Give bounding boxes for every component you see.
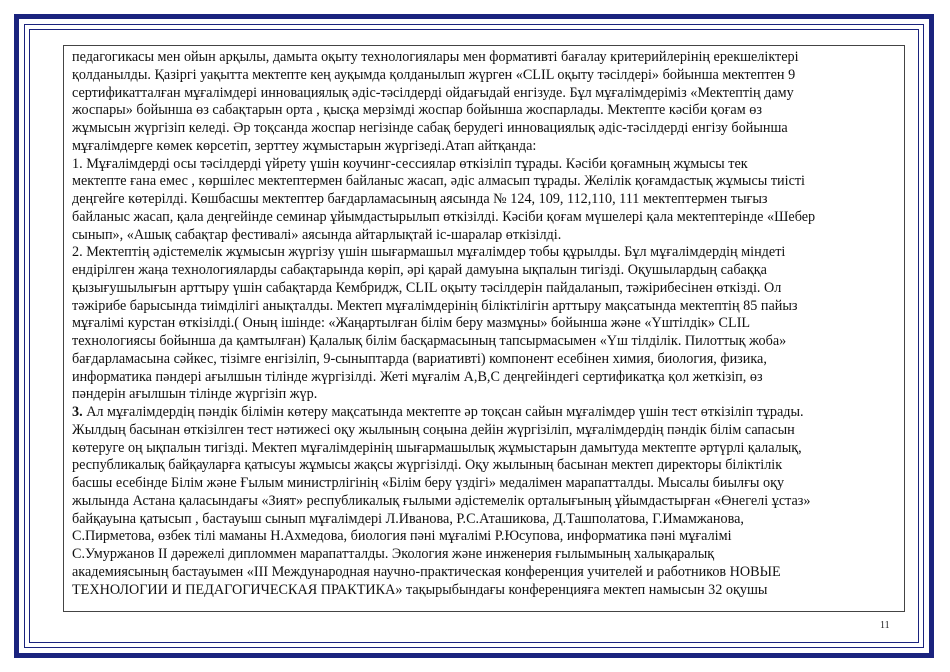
document-text-box (63, 45, 905, 612)
text-line: 2. Мектептің әдістемелік жұмысын жүргізу үшін шығармашыл мұғалімдер тобы құрылды. Бұл мұғалімдердің міндеті (72, 244, 786, 261)
text-line: көтеруге оң ықпалын тигізді. Мектеп мұғалімдерінің шығармашылық жұмыстарын дамытуда мектепте әртүрлі қалалық, (72, 439, 802, 456)
text-line: ендірілген жаңа технологияларды сабақтарында көріп, әрі қарай дамуына ықпалын тигізді. Оқушылардың сабаққа (72, 262, 767, 278)
text-line: Жылдың басынан өткізілген тест нәтижесі оқу жылының соңына дейін жүргізіліп, мұғалімдердің пәндік білім сапасын (72, 421, 795, 438)
text-line: информатика пәндері ағылшын тілінде жүргізілді. Жеті мұғалім А,В,С деңгейіндегі сертификатқа қол жеткізіп, өз (72, 368, 763, 385)
text-line: басшы есебінде Білім және Ғылым министрлігінің «Білім беру үздігі» медалімен марапатталды. Мысалы биылғы оқу (72, 475, 785, 491)
text-line: қызығушылығын арттыру үшін сабақтарда Кембридж, CLIL оқыту тәсілдерін пайдаланып, тәжірибесінен өткізді. Ол (72, 279, 782, 296)
document-body (72, 49, 905, 599)
text-line: технологиясы бойынша да қамтылған) Қалалық білім басқармасының тапсырмасымен «Үш тілділік. Пилоттық жоба» (72, 333, 787, 349)
text-line: жоспары» бойынша өз сабақтарын орта , қысқа мерзімді жоспар бойынша жоспарлады. Мектепте кәсіби қоғам өз (72, 102, 762, 119)
text-line: мектепте ғана емес , көршілес мектептермен байланыс жасап, әдіс алмасып тұрады. Желілік қоғамдастық жұмысы тиісті (72, 173, 806, 190)
text-line: республикалық байқауларға қатысуы жұмысы жақсы жүргізілді. Оқу жылының басынан мектеп директоры біліктілік (72, 457, 783, 474)
text-line: байланыс жасап, қала деңгейінде семинар ұйымдастырылып өткізілді. Кәсіби қоғам мүшелері қала мектептерінде «Шебер (72, 208, 816, 225)
text-line: академиясының бастауымен «III Международная научно-практическая конференция учителей и работников НОВЫЕ (72, 563, 781, 580)
text-line: С.Пирметова, өзбек тілі маманы Н.Ахмедова, биология пәні мұғалімі Р.Юсупова, информатика пәні мұғалімі (72, 528, 732, 545)
text-line: педагогикасы мен ойын арқылы, дамыта оқыту технологиялары мен формативті бағалау критерийлерінің ерекшеліктері (72, 49, 799, 65)
text-line: 1. Мұғалімдерді осы тәсілдерді үйрету үшін коучинг-сессиялар өткізіліп тұрады. Кәсіби қоғамның жұмысы тек (72, 155, 748, 172)
text-line: деңгейге көтерілді. Көшбасшы мектептер бағдарламасының аясында № 124, 109, 112,110, 111 мектептермен тығыз (72, 191, 768, 207)
text-line: пәндерін ағылшын тілінде жүргізіп жүр. (72, 386, 318, 403)
text-line: сынып», «Ашық сабақтар фестивалі» аясында айтарлықтай іс-шаралар өткізілді. (72, 226, 562, 243)
text-line: бағдарламасына сәйкес, тізімге енгізіліп, 9-сыныптарда (вариативті) компонент есебінен химия, биология, физика, (72, 350, 767, 367)
text-line: С.Умуржанов II дәрежелі дипломмен марапатталды. Экология және инженерия ғылымының халықаралық (72, 546, 715, 562)
text-line: жұмысын жүргізіп келеді. Әр тоқсанда жоспар негізінде сабақ берудегі инновациялық әдіс-тәсілдерді енгізу бойынша (72, 120, 788, 136)
text-line: байқауына қатысып , бастауыш сынып мұғалімдері Л.Иванова, Р.С.Аташикова, Д.Ташполатова, Г.Имамжанова, (72, 510, 744, 527)
text-line: сертификатталған мұғалімдері инновациялық әдіс-тәсілдерді ойдағыдай енгізуде. Бұл мұғалімдеріміз «Мектептің даму (72, 84, 794, 101)
text-line: ТЕХНОЛОГИИ И ПЕДАГОГИЧЕСКАЯ ПРАКТИКА» тақырыбындағы конференцияға мектеп намысын 32 оқушы (72, 581, 768, 598)
text-line: мұғалімдерге көмек көрсетіп, зерттеу жұмыстарын жүргізеді.Атап айтқанда: (72, 137, 537, 154)
text-line: тәжірибе барысында тиімділігі анықталды. Мектеп мұғалімдерінің біліктілігін арттыру мақсатында мектептің 85 пайыз (72, 297, 798, 314)
text-line: 3. Ал мұғалімдердің пәндік білімін көтеру мақсатында мектепте әр тоқсан сайын мұғалімдер үшін тест өткізіліп тұрады. (72, 404, 804, 420)
text-line: қолданылды. Қазіргі уақытта мектепте кең ауқымда қолданылып жүрген «CLIL оқыту тәсілдері» бойынша мектептен 9 (72, 66, 796, 83)
text-line: мұғалімі курстан өткізілді.( Оның ішінде: «Жаңартылған білім беру мазмұны» бойынша және «Үштілдік» CLIL (72, 315, 751, 332)
text-line: жылында Астана қаласындағы «Зият» республикалық ғылыми әдістемелік орталығының ұйымдастырған «Өнегелі ұстаз» (72, 492, 811, 509)
page-number: 11 (880, 620, 890, 631)
